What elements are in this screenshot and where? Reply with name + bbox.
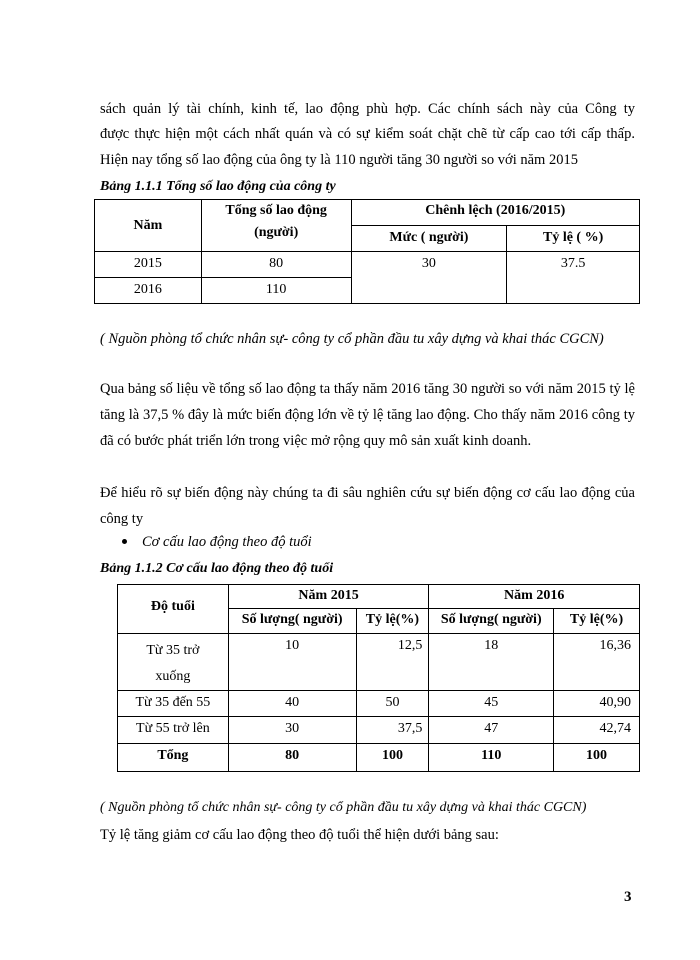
header-count-2015: Số lượng( người)	[228, 609, 356, 634]
cell-total: 80	[201, 252, 351, 278]
cell-total-count-2016: 110	[429, 744, 554, 772]
cell-rate-2015: 37,5	[356, 717, 429, 744]
cell-year: 2016	[95, 278, 202, 304]
table-age-structure	[117, 584, 640, 772]
table-row	[118, 691, 640, 717]
header-rate-2016: Tỷ lệ(%)	[554, 609, 640, 634]
cell-rate-2016: 40,90	[554, 691, 640, 717]
cell-count-2016: 45	[429, 691, 554, 717]
header-rate-2015: Tỷ lệ(%)	[356, 609, 429, 634]
bullet-dot	[122, 539, 127, 544]
table2-caption: Bảng 1.1.2 Cơ cấu lao động theo độ tuổi	[100, 561, 334, 576]
closing-line: Tỷ lệ tăng giảm cơ cấu lao động theo độ tuổi thể hiện dưới bảng sau:	[100, 827, 499, 843]
cell-rate-2015: 12,5	[356, 634, 429, 691]
cell-count-2015: 30	[228, 717, 356, 744]
cell-count-2016: 47	[429, 717, 554, 744]
cell-rate-2016: 42,74	[554, 717, 640, 744]
table-total-row	[118, 744, 640, 772]
cell-count-2015: 40	[228, 691, 356, 717]
header-rate: Tỷ lệ ( %)	[507, 226, 640, 252]
cell-total-count-2015: 80	[228, 744, 356, 772]
cell-age: Từ 55 trở lên	[118, 717, 229, 744]
table1-caption: Bảng 1.1.1 Tổng số lao động của công ty	[100, 179, 336, 194]
cell-total-label: Tổng	[118, 744, 229, 772]
cell-total-rate-2015: 100	[356, 744, 429, 772]
header-total: Tổng số lao động (người)	[201, 200, 351, 252]
transition-paragraph: Để hiểu rõ sự biến động này chúng ta đi sâu nghiên cứu sự biến động cơ cấu lao động của công ty	[100, 485, 635, 527]
cell-age: Từ 35 đến 55	[118, 691, 229, 717]
header-2015: Năm 2015	[228, 585, 429, 609]
page-number: 3	[624, 889, 632, 905]
header-year: Năm	[95, 200, 202, 252]
analysis-paragraph: Qua bảng số liệu về tổng số lao động ta thấy năm 2016 tăng 30 người so với năm 2015 tỷ lệ tăng là 37,5 % đây là mức biến động lớn về tỷ lệ tăng lao động. Cho thấy năm 2016 công ty đã có bước phát triển lớn trong việc mở rộng quy mô sản xuất kinh doanh.	[100, 381, 635, 449]
cell-age: Từ 35 trở xuống	[118, 634, 229, 691]
intro-line-3: Hiện nay tổng số lao động của ông ty là 110 người tăng 30 người so với năm 2015	[100, 152, 578, 168]
cell-count-2016: 18	[429, 634, 554, 691]
cell-total: 110	[201, 278, 351, 304]
source-note-1: ( Nguồn phòng tổ chức nhân sự- công ty cổ phần đầu tu xây dựng và khai thác CGCN)	[100, 331, 604, 347]
table-total-labor	[94, 199, 640, 304]
cell-diff-level: 30	[351, 252, 507, 304]
source-note-2: ( Nguồn phòng tổ chức nhân sự- công ty cổ phần đầu tu xây dựng và khai thác CGCN)	[100, 800, 587, 815]
intro-line-1: sách quản lý tài chính, kinh tế, lao động phù hợp. Các chính sách này của Công ty	[100, 101, 635, 117]
cell-count-2015: 10	[228, 634, 356, 691]
cell-diff-rate: 37.5	[507, 252, 640, 304]
table-row	[118, 634, 640, 691]
bullet-age-structure: Cơ cấu lao động theo độ tuổi	[142, 534, 312, 550]
cell-total-rate-2016: 100	[554, 744, 640, 772]
cell-rate-2015: 50	[356, 691, 429, 717]
cell-rate-2016: 16,36	[554, 634, 640, 691]
table-row	[95, 252, 640, 278]
table-row	[118, 717, 640, 744]
header-age: Độ tuổi	[118, 585, 229, 634]
header-diff: Chênh lệch (2016/2015)	[351, 200, 639, 226]
cell-year: 2015	[95, 252, 202, 278]
header-level: Mức ( người)	[351, 226, 507, 252]
header-2016: Năm 2016	[429, 585, 640, 609]
header-count-2016: Số lượng( người)	[429, 609, 554, 634]
intro-line-2: được thực hiện một cách nhất quán và có sự kiểm soát chặt chẽ từ cấp cao tới cấp thấp.	[100, 126, 635, 142]
